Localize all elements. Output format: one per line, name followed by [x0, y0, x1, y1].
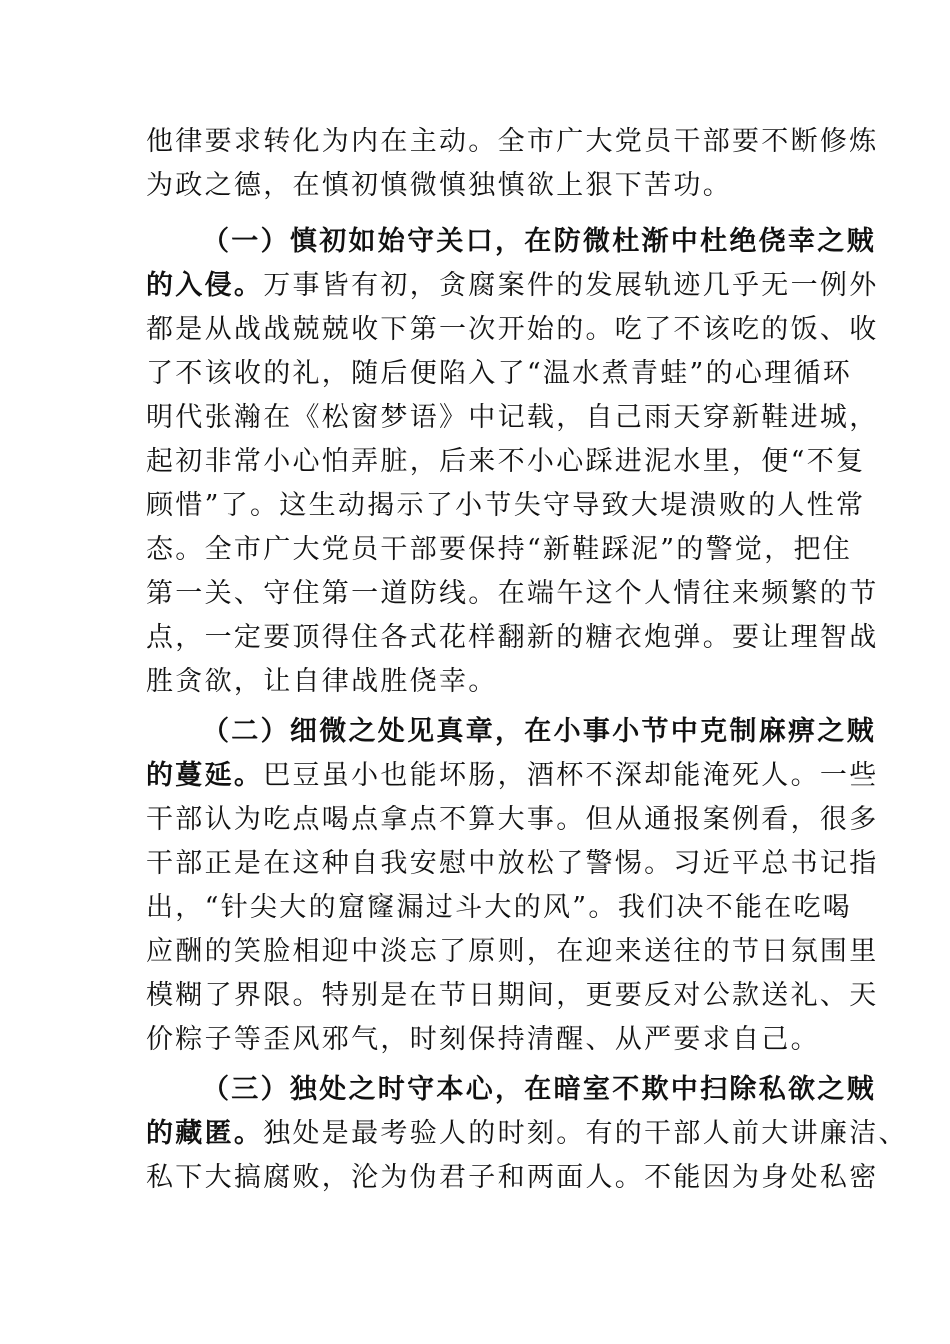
- section-heading: （三）独处之时守本心，在暗室不欺中扫除私欲之贼: [202, 1074, 876, 1105]
- text-line: [146, 1156, 879, 1200]
- text-run: 私下大搞腐败，沦为伪君子和两面人。不能因为身处私密: [146, 1162, 879, 1193]
- text-line: [146, 1112, 908, 1156]
- text-line: [146, 528, 852, 572]
- section-heading: 的藏匿。: [146, 1118, 264, 1149]
- text-run: 第一关、守住第一道防线。在端午这个人情往来频繁的节: [146, 578, 879, 609]
- section-heading: （一）慎初如始守关口，在防微杜渐中杜绝侥幸之贼: [202, 226, 876, 257]
- text-line: [146, 798, 879, 842]
- text-line: [146, 930, 879, 974]
- section-heading-line: [202, 220, 876, 264]
- text-line: [146, 484, 865, 528]
- text-run: 巴豆虽小也能坏肠，酒杯不深却能淹死人。一些: [263, 760, 879, 791]
- text-line: [146, 616, 879, 660]
- text-line: [146, 974, 879, 1018]
- text-run: 点，一定要顶得住各式花样翻新的糖衣炮弹。要让理智战: [146, 622, 879, 653]
- text-run: 胜贪欲，让自律战胜侥幸。: [146, 666, 498, 697]
- text-line: [146, 264, 879, 308]
- text-run: 明代张瀚在《松窗梦语》中记载，自己雨天穿新鞋进城，: [146, 402, 879, 433]
- text-run: 顾惜”了。这生动揭示了小节失守导致大堤溃败的人性常: [146, 490, 866, 521]
- text-run: 他律要求转化为内在主动。全市广大党员干部要不断修炼: [146, 126, 879, 157]
- text-line: [146, 396, 879, 440]
- text-run: 干部认为吃点喝点拿点不算大事。但从通报案例看，很多: [146, 804, 879, 835]
- section-heading: 的入侵。: [146, 270, 264, 301]
- text-run: 模糊了界限。特别是在节日期间，更要反对公款送礼、天: [146, 980, 879, 1011]
- section-heading-line: [202, 710, 876, 754]
- section-heading: 的蔓延。: [146, 760, 264, 791]
- text-line: [146, 572, 879, 616]
- text-run: 万事皆有初，贪腐案件的发展轨迹几乎无一例外: [263, 270, 879, 301]
- text-run: 价粽子等歪风邪气，时刻保持清醒、从严要求自己。: [146, 1024, 820, 1055]
- text-run: 应酬的笑脸相迎中淡忘了原则，在迎来送往的节日氛围里: [146, 936, 879, 967]
- text-run: 为政之德，在慎初慎微慎独慎欲上狠下苦功。: [146, 170, 732, 201]
- text-run: 态。全市广大党员干部要保持“新鞋踩泥”的警觉，把住: [146, 534, 853, 565]
- text-line: [146, 120, 879, 164]
- text-run: 独处是最考验人的时刻。有的干部人前大讲廉洁、: [263, 1118, 908, 1149]
- text-line: [146, 886, 852, 930]
- text-line: [146, 754, 879, 798]
- section-heading: （二）细微之处见真章，在小事小节中克制麻痹之贼: [202, 716, 876, 747]
- text-line: [146, 352, 852, 396]
- text-run: 干部正是在这种自我安慰中放松了警惕。习近平总书记指: [146, 848, 879, 879]
- text-line: [146, 308, 879, 352]
- text-line: [146, 440, 865, 484]
- text-run: 出，“针尖大的窟窿漏过斗大的风”。我们决不能在吃喝: [146, 892, 853, 923]
- text-line: [146, 842, 879, 886]
- text-line: [146, 164, 732, 208]
- text-line: [146, 1018, 820, 1062]
- text-line: [146, 660, 498, 704]
- text-run: 都是从战战兢兢收下第一次开始的。吃了不该吃的饭、收: [146, 314, 879, 345]
- text-run: 起初非常小心怕弄脏，后来不小心踩进泥水里，便“不复: [146, 446, 866, 477]
- section-heading-line: [202, 1068, 876, 1112]
- text-run: 了不该收的礼，随后便陷入了“温水煮青蛙”的心理循环: [146, 358, 853, 389]
